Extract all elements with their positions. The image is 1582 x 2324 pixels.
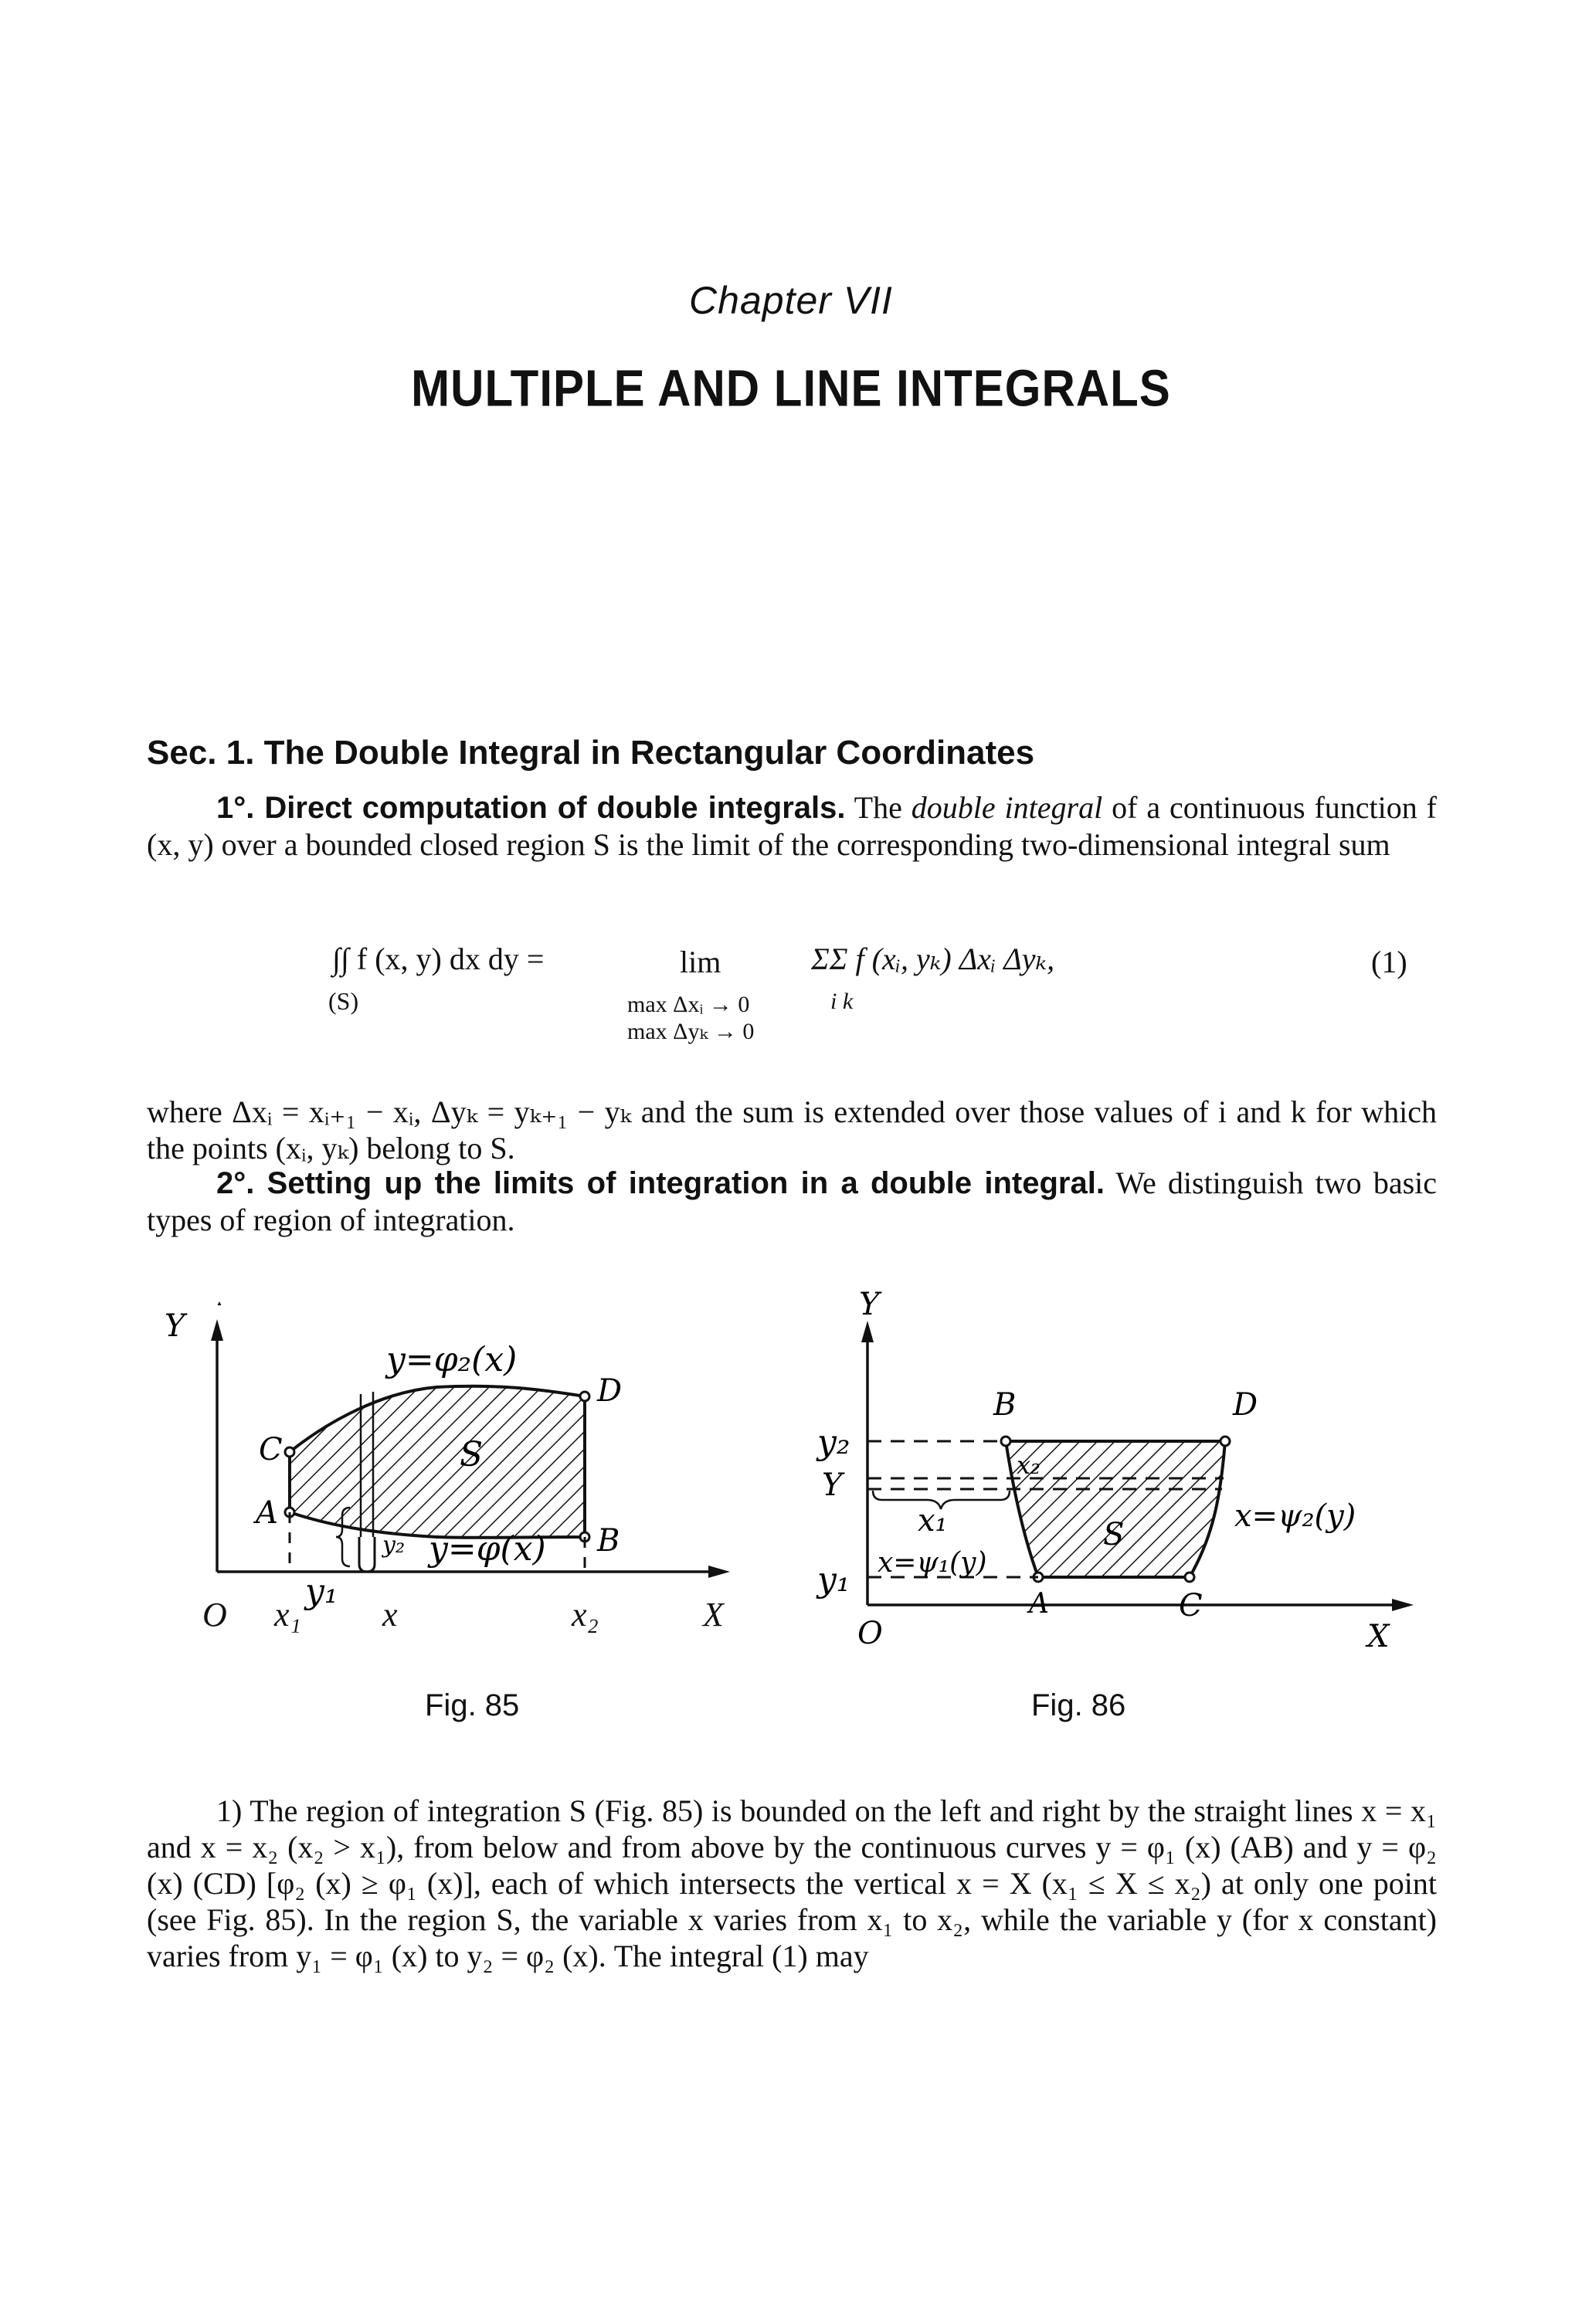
- fig86-label-d: D: [1233, 1387, 1258, 1423]
- fig86-label-a: A: [1029, 1588, 1049, 1620]
- paragraph-region-type-1: 1) The region of integration S (Fig. 85) is bounded on the left and right by the straight lines x = x₁ and x = x₂ (x₂ > x₁), from below and from above by the continuous curves y = φ₁ (x) (AB) and y = φ₂ (x) (CD) [φ₂ (x) ≥ φ₁ (x)], each of which intersects the vertical x = X (x₁ ≤ X ≤ x₂) at only one point (see Fig. 85). In the region S, the variable x varies from x₁ to x₂, while the variable y (for x constant) varies from y₁ = φ₁ (x) to y₂ = φ₂ (x). The integral (1) may: [147, 1793, 1437, 1973]
- fig85-point-d: [580, 1392, 589, 1401]
- chapter-title: MULTIPLE AND LINE INTEGRALS: [411, 358, 1171, 418]
- formula-lim: lim: [680, 945, 721, 979]
- fig86-label-y-axis: Y: [859, 1287, 880, 1322]
- formula-sum: ΣΣ f (xᵢ, yₖ) Δxᵢ Δyₖ,: [811, 941, 1055, 976]
- formula-indices: i k: [830, 989, 854, 1014]
- fig85-label-x2: x₂: [572, 1596, 599, 1634]
- fig85-label-s: S: [460, 1435, 484, 1474]
- fig86-point-c: [1185, 1573, 1194, 1582]
- fig85-label-x: x: [382, 1596, 398, 1634]
- formula-cond-1: max Δxᵢ → 0: [627, 992, 750, 1017]
- fig85-label-o: O: [202, 1596, 227, 1634]
- fig86-label-x2: x₂: [1017, 1450, 1041, 1480]
- fig86-label-y: Y: [822, 1467, 843, 1503]
- formula-cond-2: max Δyₖ → 0: [627, 1019, 755, 1044]
- chapter-label: Chapter VII: [689, 279, 893, 322]
- fig86-label-left-curve: x=ψ₁(y): [878, 1547, 987, 1579]
- fig85-label-x1: x₁: [274, 1596, 301, 1634]
- section-heading: Sec. 1. The Double Integral in Rectangular Coordinates: [147, 734, 1035, 772]
- fig86-label-o: O: [857, 1616, 883, 1651]
- fig86-label-b: B: [993, 1387, 1017, 1423]
- fig85-label-a: A: [256, 1495, 278, 1531]
- fig86-label-right-curve: x=ψ₂(y): [1234, 1498, 1356, 1534]
- formula-region: (S): [328, 987, 359, 1015]
- subsection-heading-2: 2°. Setting up the limits of integration in a double integral.: [216, 1166, 1105, 1200]
- fig85-label-c: C: [259, 1432, 283, 1467]
- formula-lhs: ∫∫ f (x, y) dx dy =: [332, 941, 545, 976]
- fig85-label-y: Y: [165, 1308, 185, 1344]
- fig85-label-b: B: [597, 1523, 620, 1559]
- fig86-x-arrow: [1392, 1599, 1414, 1611]
- fig85-label-x-axis: X: [703, 1596, 724, 1634]
- fig86-label-y2: y₂: [817, 1423, 850, 1462]
- fig86-label-c: C: [1179, 1588, 1203, 1623]
- fig85-label-y2: y₂: [382, 1532, 405, 1559]
- fig86-caption: Fig. 86: [1031, 1688, 1126, 1722]
- fig85-label-bottom-curve: y=φ(x): [429, 1529, 546, 1569]
- fig85-label-y1: y₁: [305, 1572, 338, 1611]
- fig86-point-d: [1220, 1437, 1230, 1446]
- figure-85-drawing: [151, 1305, 823, 1611]
- fig86-label-x-axis: X: [1367, 1619, 1390, 1654]
- subsection-heading-1: 1°. Direct computation of double integrals.: [216, 791, 846, 825]
- paragraph-where: where Δxᵢ = xᵢ₊₁ − xᵢ, Δyₖ = yₖ₊₁ − yₖ and the sum is extended over those values of i and k for which the points (xᵢ, yₖ) belong to S.: [147, 1094, 1437, 1165]
- fig85-caption: Fig. 85: [425, 1688, 520, 1722]
- paragraph-direct-computation: 1°. Direct computation of double integrals. The double integral of a continuous function f (x, y) over a bounded closed region S is the limit of the corresponding two-dimensional integral sum: [147, 790, 1437, 862]
- term-double-integral: double integral: [911, 790, 1103, 825]
- fig85-label-d: D: [597, 1373, 623, 1409]
- fig85-point-c: [285, 1447, 294, 1457]
- fig86-label-y1: y₁: [817, 1560, 850, 1600]
- paragraph-limits: 2°. Setting up the limits of integration in a double integral. We distinguish two basic types of region of integration.: [147, 1165, 1438, 1237]
- fig85-label-top-curve: y=φ₂(x): [386, 1340, 518, 1379]
- fig86-label-x1: x₁: [918, 1503, 948, 1539]
- equation-number: (1): [1371, 945, 1407, 979]
- figure-86-drawing: [811, 1287, 1445, 1684]
- fig86-label-s: S: [1103, 1517, 1125, 1552]
- fig86-y-arrow: [861, 1321, 874, 1342]
